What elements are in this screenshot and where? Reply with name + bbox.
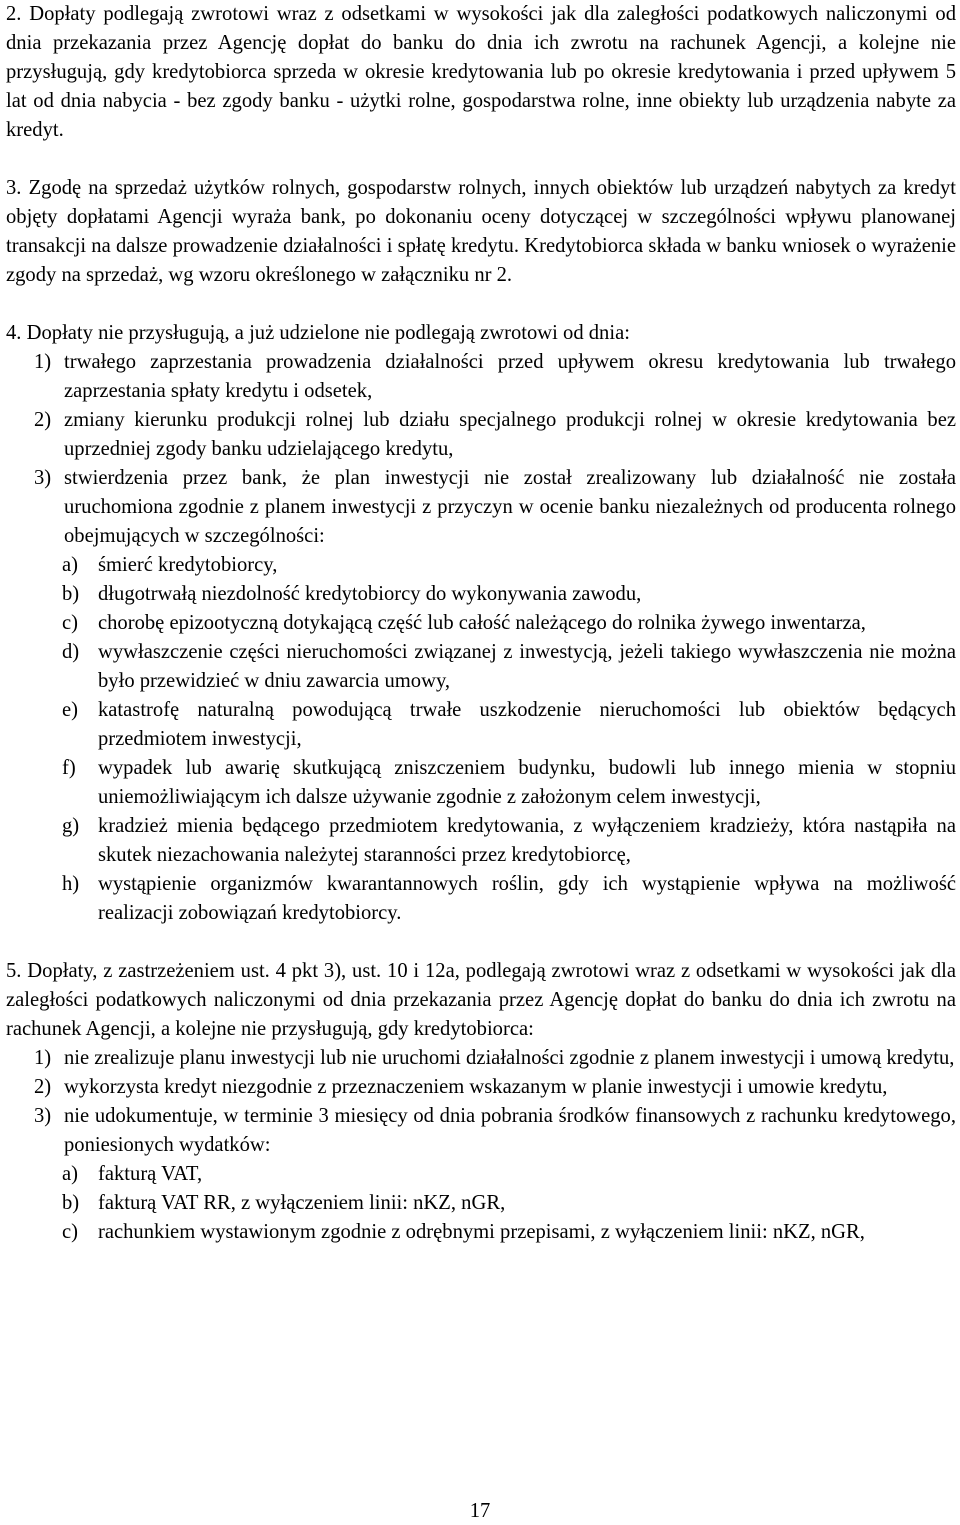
sub-list-item	[6, 754, 956, 812]
sub-list-marker: g)	[62, 815, 80, 837]
sub-list-item-text: długotrwałą niezdolność kredytobiorcy do wykonywania zawodu,	[98, 583, 642, 605]
list-item	[6, 406, 956, 464]
section-3	[6, 174, 956, 290]
sub-list-item-text: kradzież mienia będącego przedmiotem kredytowania, z wyłączeniem kradzieży, która nastąpiła na skutek niezachowania należytej staranności przez kredytobiorcę,	[98, 815, 956, 866]
section-number: 5.	[6, 960, 22, 982]
list-item	[6, 1102, 956, 1160]
list-marker: 3)	[34, 467, 52, 489]
sub-list-item	[6, 609, 956, 638]
section-2	[6, 0, 956, 145]
sub-list-item-text: chorobę epizootyczną dotykającą część lub całość należącego do rolnika żywego inwentarza,	[98, 612, 866, 634]
section-4	[6, 319, 956, 928]
sub-list-marker: c)	[62, 1221, 78, 1243]
section-text: Dopłaty podlegają zwrotowi wraz z odsetkami w wysokości jak dla zaległości podatkowych naliczonymi od dnia przekazania przez Agencję dopłat do banku do dnia ich zwrotu na rachunek Agencji, a kolejne nie przysługują, gdy kredytobiorca sprzeda w okresie kredytowania lub po okresie kredytowania i przed upływem 5 lat od dnia nabycia - bez zgody banku - użytki rolne, gospodarstwa rolne, inne obiekty lub urządzenia nabyte za kredyt.	[6, 3, 956, 141]
sub-list-item-text: rachunkiem wystawionym zgodnie z odrębnymi przepisami, z wyłączeniem linii: nKZ, nGR,	[98, 1221, 865, 1243]
list-marker: 1)	[34, 1047, 52, 1069]
sub-list-item-text: katastrofę naturalną powodującą trwałe uszkodzenie nieruchomości lub obiektów będących przedmiotem inwestycji,	[98, 699, 956, 750]
sub-list-marker: b)	[62, 1192, 80, 1214]
list-marker: 2)	[34, 409, 52, 431]
sub-list-item	[6, 696, 956, 754]
sub-list-marker: h)	[62, 873, 80, 895]
list-item-text: zmiany kierunku produkcji rolnej lub działu specjalnego produkcji rolnej w okresie kredytowania bez uprzedniej zgody banku udzielającego kredytu,	[64, 409, 956, 460]
sub-list-item-text: fakturą VAT,	[98, 1163, 203, 1185]
sub-list-item-text: wystąpienie organizmów kwarantannowych roślin, gdy ich wystąpienie wpływa na możliwość realizacji zobowiązań kredytobiorcy.	[98, 873, 956, 924]
page-number: 17	[469, 1500, 491, 1522]
section-intro-text: Dopłaty nie przysługują, a już udzielone nie podlegają zwrotowi od dnia:	[26, 322, 630, 344]
section-intro-text: Dopłaty, z zastrzeżeniem ust. 4 pkt 3), ust. 10 i 12a, podlegają zwrotowi wraz z odsetkami w wysokości jak dla zaległości podatkowych naliczonymi od dnia przekazania przez Agencję dopłat do banku do dnia ich zwrotu na rachunek Agencji, a kolejne nie przysługują, gdy kredytobiorca:	[6, 960, 956, 1040]
section-5	[6, 957, 956, 1247]
sub-list-marker: b)	[62, 583, 80, 605]
sub-list-marker: a)	[62, 1163, 78, 1185]
sub-list-item	[6, 1218, 956, 1247]
sub-list-marker: e)	[62, 699, 78, 721]
section-text: Zgodę na sprzedaż użytków rolnych, gospodarstw rolnych, innych obiektów lub urządzeń nabytych za kredyt objęty dopłatami Agencji wyraża bank, po dokonaniu oceny dotyczącej w szczególności wpływu planowanej transakcji na dalsze prowadzenie działalności i spłatę kredytu. Kredytobiorca składa w banku wniosek o wyrażenie zgody na sprzedaż, wg wzoru określonego w załączniku nr 2.	[6, 177, 956, 286]
list-item-text: trwałego zaprzestania prowadzenia działalności przed upływem okresu kredytowania lub trwałego zaprzestania spłaty kredytu i odsetek,	[64, 351, 956, 402]
sub-list-item-text: wypadek lub awarię skutkującą zniszczeniem budynku, budowli lub innego mienia w stopniu uniemożliwiającym ich dalsze używanie zgodnie z założonym celem inwestycji,	[98, 757, 956, 808]
sub-list-marker: f)	[62, 757, 76, 779]
sub-list-item	[6, 870, 956, 928]
list-item-text: nie zrealizuje planu inwestycji lub nie uruchomi działalności zgodnie z planem inwestycji i umową kredytu,	[64, 1047, 955, 1069]
sub-list-item	[6, 551, 956, 580]
document-body	[6, 0, 956, 1247]
list-marker: 1)	[34, 351, 52, 373]
list-item-text: stwierdzenia przez bank, że plan inwestycji nie został zrealizowany lub działalność nie została uruchomiona zgodnie z planem inwestycji z przyczyn w ocenie banku niezależnych od producenta rolnego obejmujących w szczególności:	[64, 467, 956, 547]
sub-list-item	[6, 1160, 956, 1189]
section-number: 2.	[6, 3, 22, 25]
sub-list-item	[6, 1189, 956, 1218]
sub-list-item	[6, 638, 956, 696]
sub-list-item	[6, 812, 956, 870]
list-item	[6, 1073, 956, 1102]
sub-list-marker: a)	[62, 554, 78, 576]
sub-list-item	[6, 580, 956, 609]
section-intro	[6, 319, 956, 348]
section-number: 3.	[6, 177, 22, 199]
list-item	[6, 1044, 956, 1073]
section-number: 4.	[6, 322, 22, 344]
sub-list-item-text: śmierć kredytobiorcy,	[98, 554, 278, 576]
list-item	[6, 348, 956, 406]
section-intro	[6, 957, 956, 1044]
sub-list-marker: d)	[62, 641, 80, 663]
list-item-text: nie udokumentuje, w terminie 3 miesięcy od dnia pobrania środków finansowych z rachunku kredytowego, poniesionych wydatków:	[64, 1105, 956, 1156]
sub-list-item-text: wywłaszczenie części nieruchomości związanej z inwestycją, jeżeli takiego wywłaszczenia nie można było przewidzieć w dniu zawarcia umowy,	[98, 641, 956, 692]
list-item-text: wykorzysta kredyt niezgodnie z przeznaczeniem wskazanym w planie inwestycji i umowie kredytu,	[64, 1076, 888, 1098]
list-marker: 2)	[34, 1076, 52, 1098]
list-item	[6, 464, 956, 551]
sub-list-item-text: fakturą VAT RR, z wyłączeniem linii: nKZ, nGR,	[98, 1192, 506, 1214]
list-marker: 3)	[34, 1105, 52, 1127]
sub-list-marker: c)	[62, 612, 78, 634]
